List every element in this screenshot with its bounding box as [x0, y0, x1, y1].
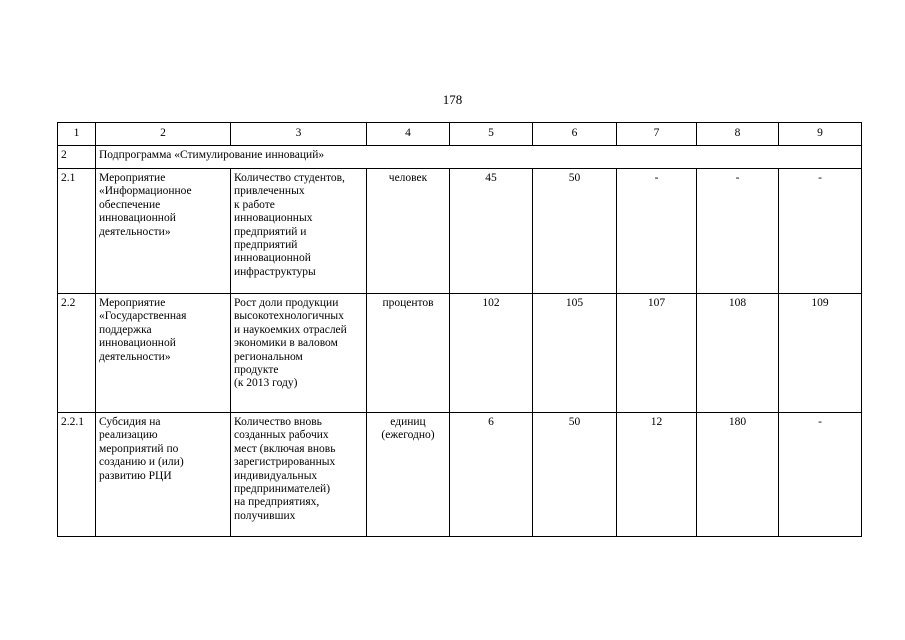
column-header: 1: [58, 123, 96, 146]
row-unit: процентов: [367, 294, 450, 413]
table-row: [58, 294, 862, 413]
row-measure: Субсидия на реализацию мероприятий по созданию и (или) развитию РЦИ: [96, 413, 231, 537]
row-code: 2.2.1: [58, 413, 96, 537]
row-value: 102: [450, 294, 533, 413]
row-code: 2.1: [58, 169, 96, 294]
page-number: 178: [442, 92, 463, 107]
row-unit: единиц (ежегодно): [367, 413, 450, 537]
section-title: Подпрограмма «Стимулирование инноваций»: [96, 146, 862, 169]
column-header: 9: [779, 123, 862, 146]
row-value: 107: [617, 294, 697, 413]
indicators-table: [57, 122, 862, 537]
section-row: [58, 146, 862, 169]
row-value: -: [617, 169, 697, 294]
row-measure: Мероприятие «Информационное обеспечение инновационной деятельности»: [96, 169, 231, 294]
row-indicator: Количество вновь созданных рабочих мест (включая вновь зарегистрированных индивидуальных предпринимателей) на предприятиях, получивших: [231, 413, 367, 537]
row-value: -: [779, 169, 862, 294]
section-code: 2: [58, 146, 96, 169]
row-value: 6: [450, 413, 533, 537]
row-value: -: [779, 413, 862, 537]
table-row: [58, 413, 862, 537]
row-value: 50: [533, 413, 617, 537]
row-value: 180: [697, 413, 779, 537]
column-header: 8: [697, 123, 779, 146]
row-value: 45: [450, 169, 533, 294]
column-header: 5: [450, 123, 533, 146]
table-header-row: [58, 123, 862, 146]
row-measure: Мероприятие «Государственная поддержка инновационной деятельности»: [96, 294, 231, 413]
table-row: [58, 169, 862, 294]
column-header: 6: [533, 123, 617, 146]
row-value: -: [697, 169, 779, 294]
row-value: 108: [697, 294, 779, 413]
column-header: 7: [617, 123, 697, 146]
row-value: 109: [779, 294, 862, 413]
column-header: 2: [96, 123, 231, 146]
column-header: 4: [367, 123, 450, 146]
row-indicator: Количество студентов, привлеченных к работе инновационных предприятий и предприятий инновационной инфраструктуры: [231, 169, 367, 294]
row-indicator: Рост доли продукции высокотехнологичных и наукоемких отраслей экономики в валовом региональном продукте (к 2013 году): [231, 294, 367, 413]
row-unit: человек: [367, 169, 450, 294]
column-header: 3: [231, 123, 367, 146]
row-value: 12: [617, 413, 697, 537]
row-value: 105: [533, 294, 617, 413]
row-code: 2.2: [58, 294, 96, 413]
row-value: 50: [533, 169, 617, 294]
